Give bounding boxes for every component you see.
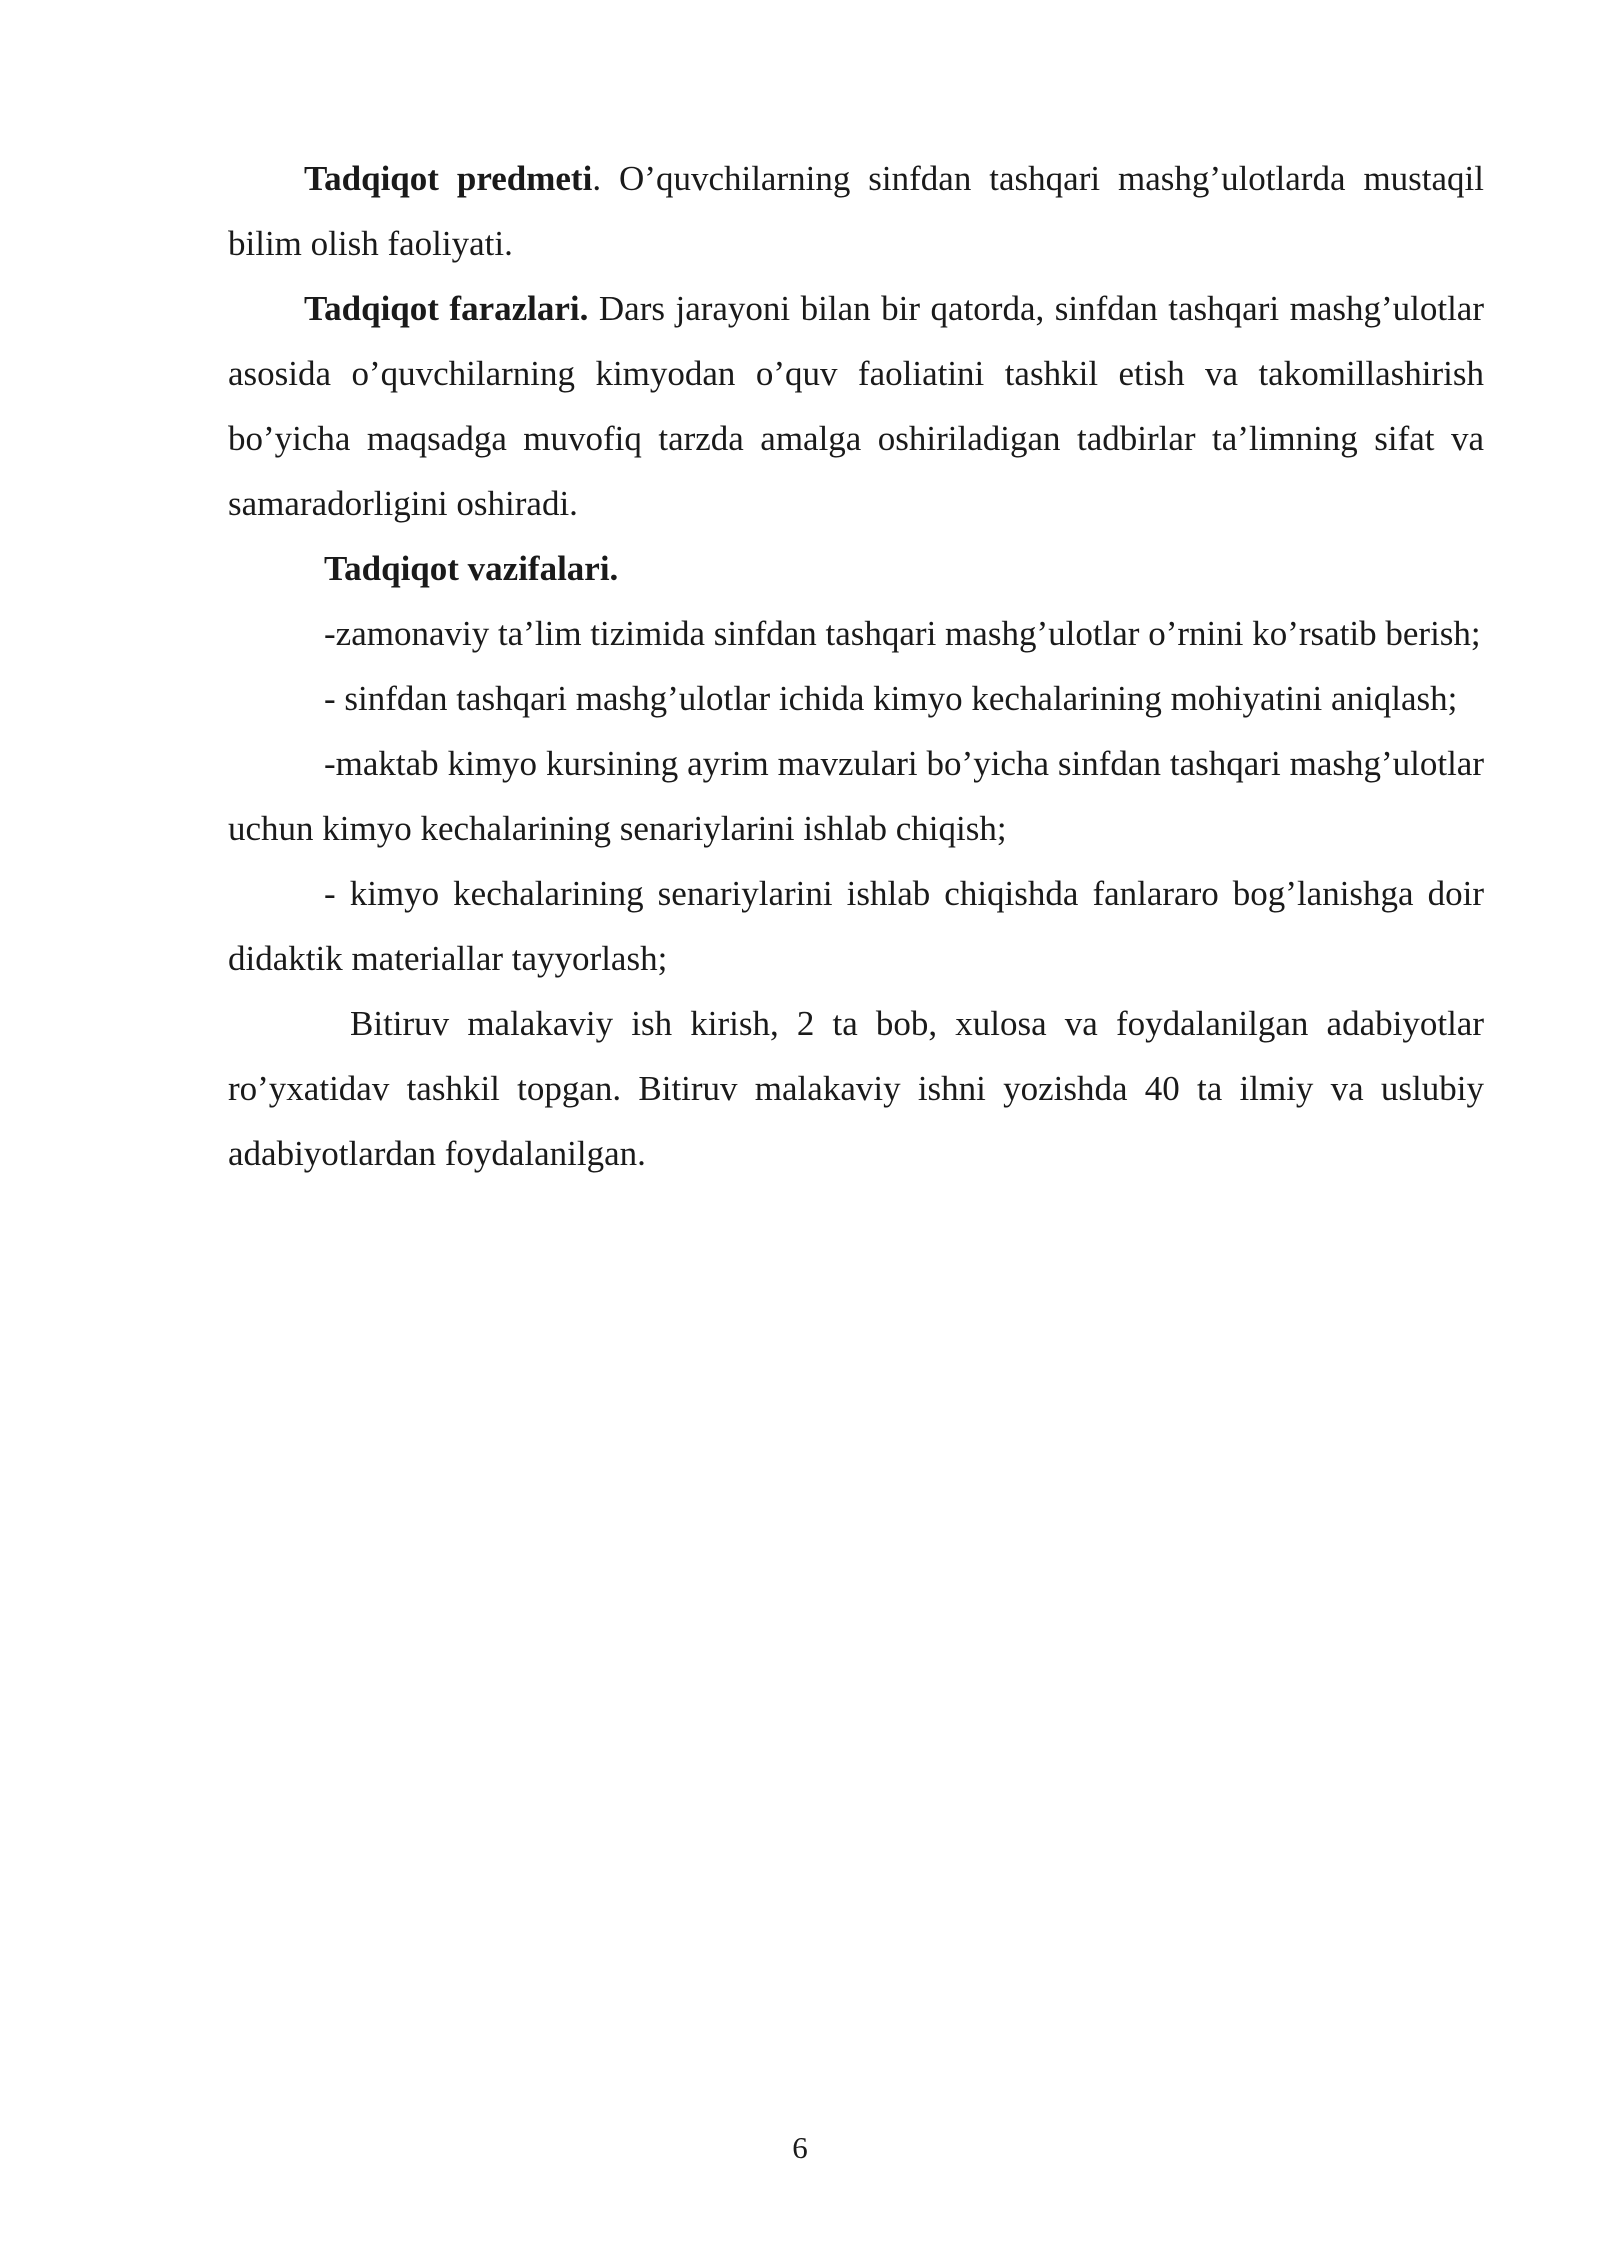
research-hypotheses-paragraph bbox=[228, 276, 1484, 536]
research-subject-text: O’quvchilarning sinfdan tashqari mashg’ulotlarda mustaqil bilim olish faoliyati. bbox=[228, 159, 1484, 263]
page-number: 6 bbox=[792, 2130, 808, 2165]
research-task-item: - sinfdan tashqari mashg’ulotlar ichida kimyo kechalarining mohiyatini aniqlash; bbox=[324, 679, 1458, 718]
research-task-item: - kimyo kechalarining senariylarini ishlab chiqishda fanlararo bog’lanishga doir didaktik materiallar tayyorlash; bbox=[228, 874, 1484, 978]
research-subject-label: Tadqiqot predmeti bbox=[304, 159, 593, 198]
research-subject-punct: . bbox=[592, 159, 602, 198]
document-body bbox=[228, 146, 1484, 1186]
research-task-item: -maktab kimyo kursining ayrim mavzulari bo’yicha sinfdan tashqari mashg’ulotlar uchun kimyo kechalarining senariylarini ishlab chiqish; bbox=[228, 744, 1484, 848]
thesis-structure-paragraph: Bitiruv malakaviy ish kirish, 2 ta bob, xulosa va foydalanilgan adabiyotlar ro’yxatidav tashkil topgan. Bitiruv malakaviy ishni yozishda 40 ta ilmiy va uslubiy adabiyotlardan foydalanilgan. bbox=[228, 1004, 1484, 1173]
research-hypotheses-text: Dars jarayoni bilan bir qatorda, sinfdan tashqari mashg’ulotlar asosida o’quvchilarning kimyodan o’quv faoliatini tashkil etish va takomillashirish bo’yicha maqsadga muvofiq tarzda amalga oshiriladigan tadbirlar ta’limning sifat va samaradorligini oshiradi. bbox=[228, 289, 1484, 523]
research-task-item: -zamonaviy ta’lim tizimida sinfdan tashqari mashg’ulotlar o’rnini ko’rsatib berish; bbox=[324, 614, 1481, 653]
research-subject-paragraph bbox=[228, 146, 1484, 276]
research-tasks-heading: Tadqiqot vazifalari. bbox=[324, 549, 619, 588]
research-hypotheses-label: Tadqiqot farazlari. bbox=[304, 289, 589, 328]
